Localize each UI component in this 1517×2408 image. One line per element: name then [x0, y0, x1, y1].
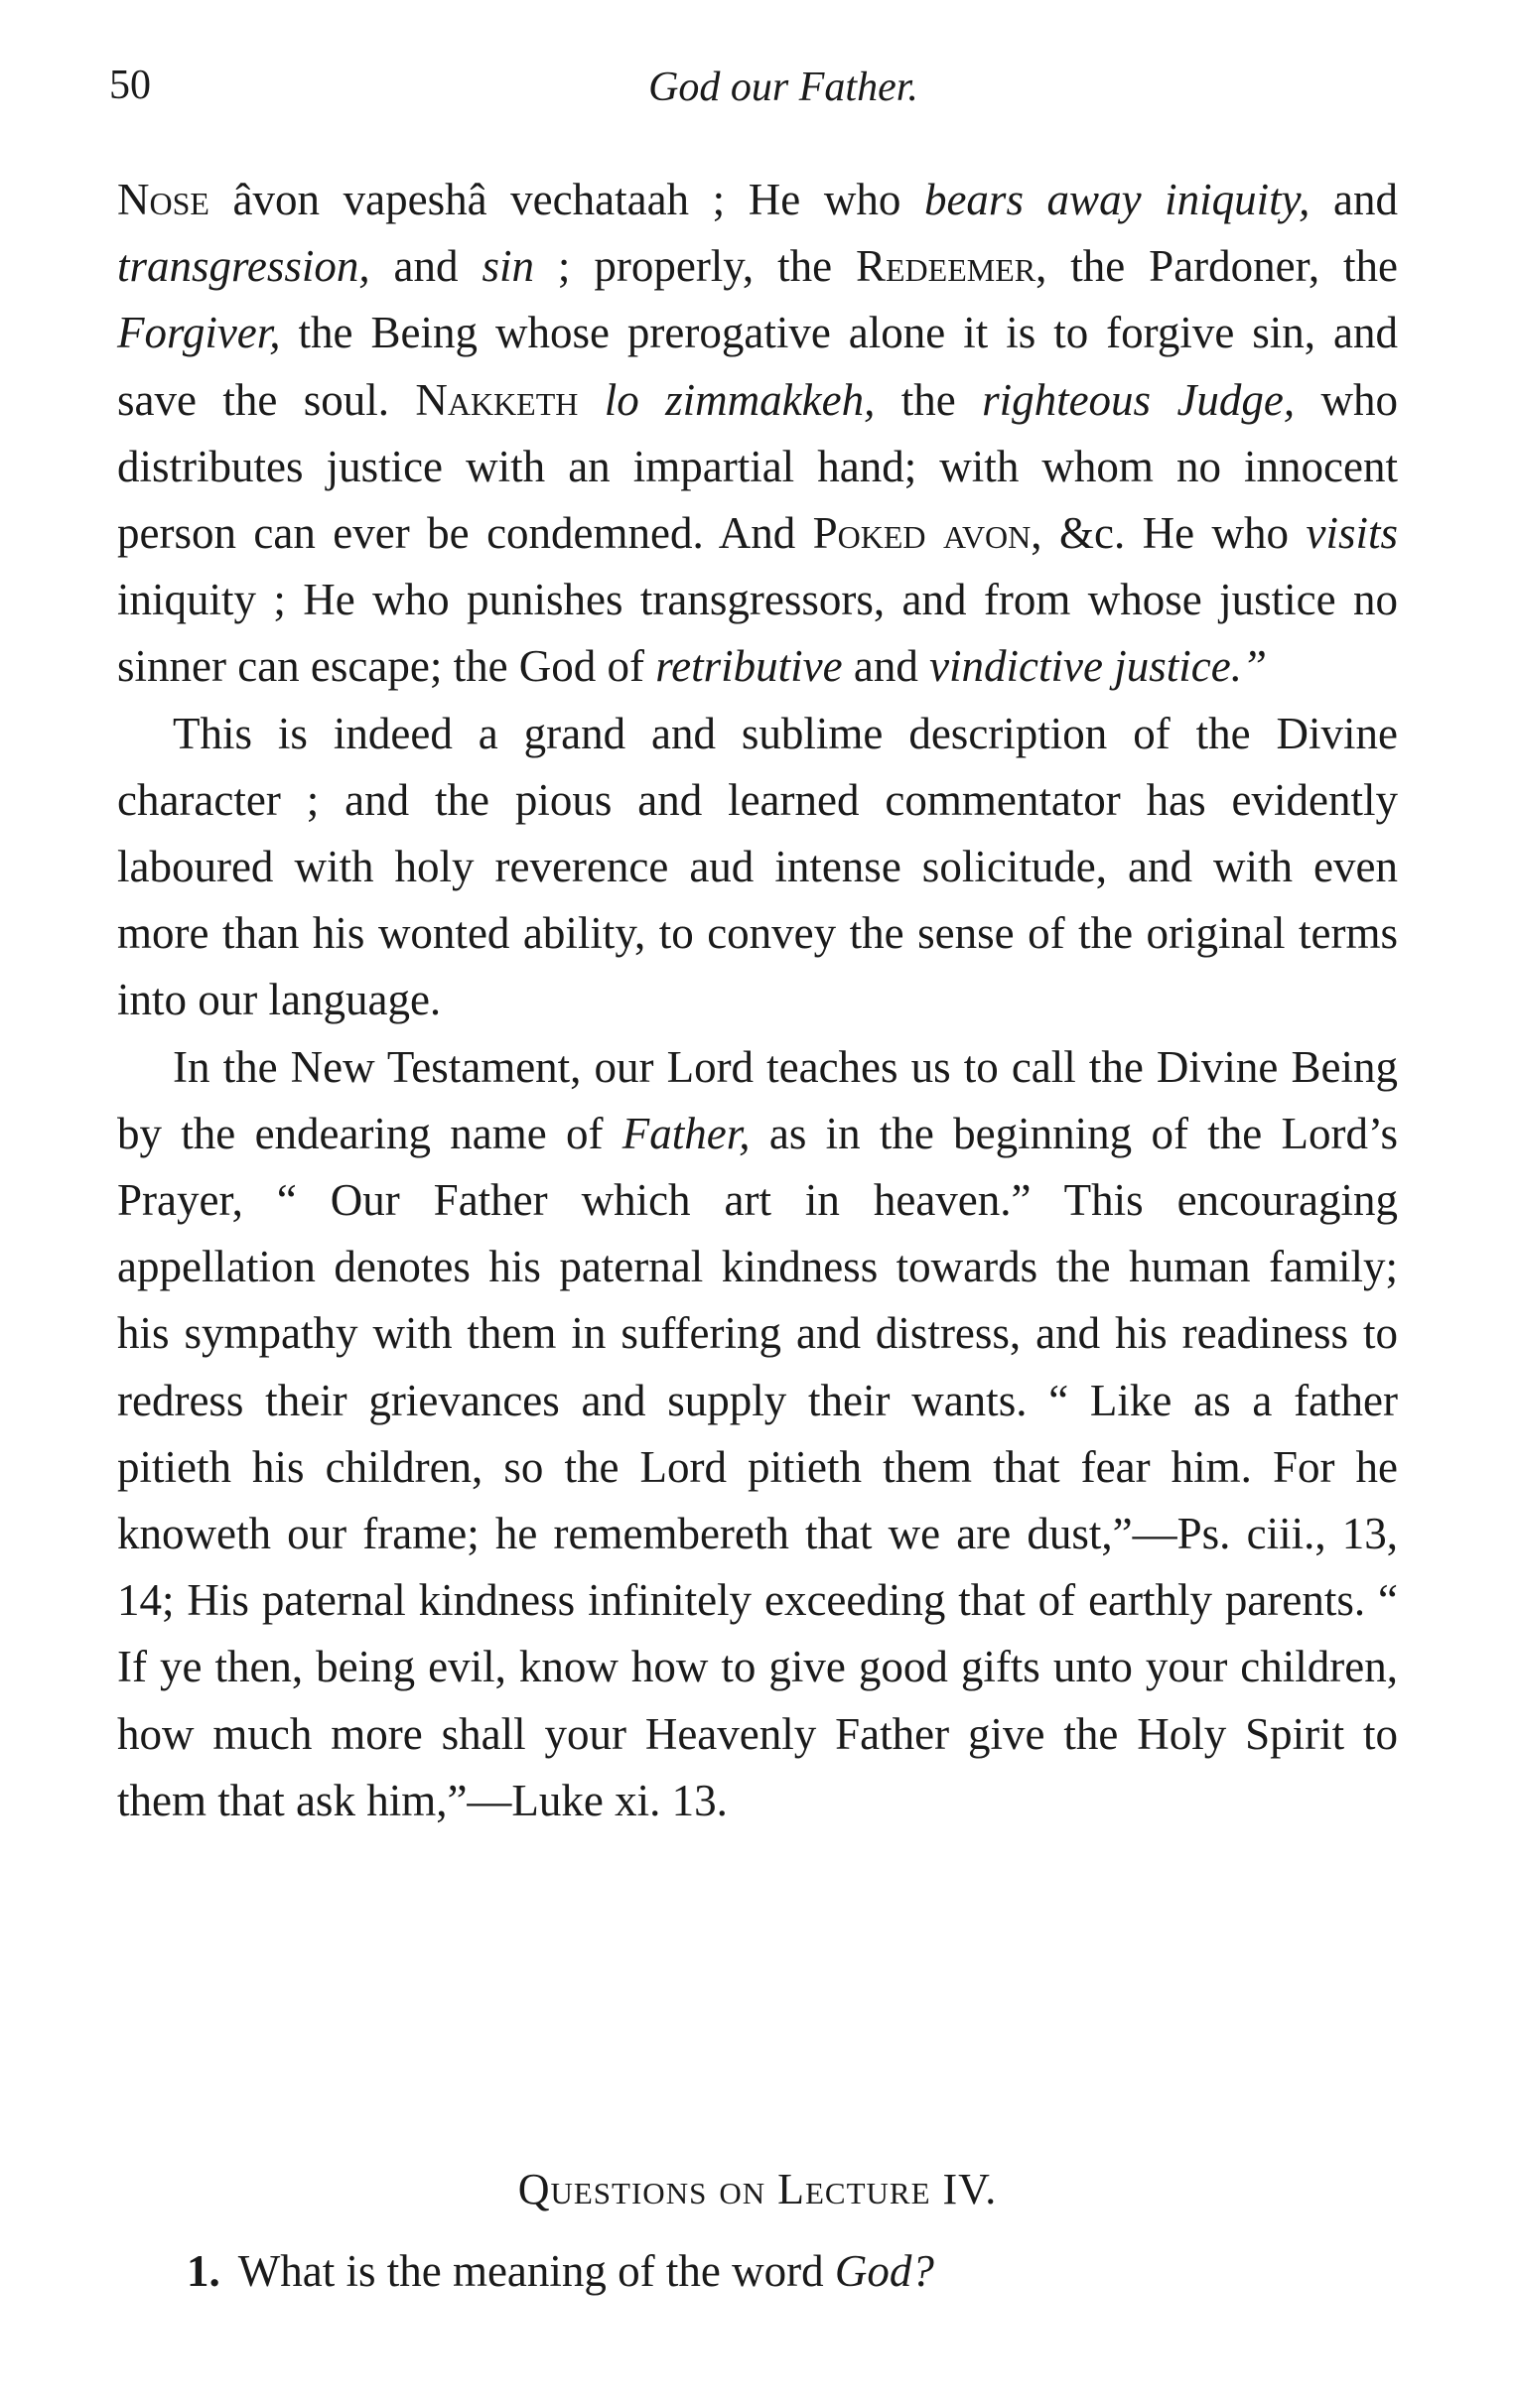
emphasis: transgression,: [117, 241, 370, 292]
emphasis: sin: [482, 241, 534, 292]
questions-heading: Questions on Lecture IV.: [517, 2165, 998, 2213]
text-run: âvon vapeshâ vechataah ; He who: [208, 175, 924, 224]
text-run: [578, 375, 604, 425]
text-run: In the New Testament, our Lord teaches us to call the Divine Being by the endearing name of: [117, 1041, 1398, 1158]
text-run: and: [842, 641, 930, 692]
emphasis: Father,: [621, 1108, 751, 1158]
text-run: the Being whose prerogative alone it is to forgive sin, and save the soul.: [117, 308, 1398, 425]
paragraph-2: This is indeed a grand and sublime description of the Divine character ; and the pious and learned commentator has evidently laboured with holy reverence aud intense solicitude, and with even more than his wonted ability, to convey the sense of the original terms into our language.: [117, 708, 1398, 1025]
emphasis: righteous Judge,: [982, 374, 1296, 425]
text-run: as in the beginning of the Lord’s Prayer, “ Our Father which art in heaven.” This encouraging appellation denotes his paternal kindness towards the human family; his sympathy with them in suffering and distress, and his readiness to redress their grievances and supply their wants. “ Like as a father pitieth his children, so the Lord pitieth them that fear him. For he knoweth our frame; he remembereth that we are dust,”—Ps. ciii., 13, 14; His paternal kindness infinitely exceeding that of earthly parents. “ If ye then, being evil, know how to give good gifts unto your children, how much more shall your Heavenly Father give the Holy Spirit to them that ask him,”—Luke xi. 13.: [117, 1108, 1398, 1825]
hebrew-term: Nose: [117, 175, 209, 224]
hebrew-term: Nakketh: [415, 374, 579, 425]
text-run: , the Pardoner, the: [1035, 241, 1398, 292]
text-run: and: [1310, 175, 1398, 224]
emphasis: vindictive justice.”: [929, 641, 1267, 692]
running-title: God our Father.: [648, 65, 918, 110]
text-run: who distributes justice with an impartial hand; with whom no innocent person can ever be condemned. And: [117, 374, 1399, 559]
emphasis: visits: [1306, 508, 1398, 559]
emphasis: retributive: [655, 641, 843, 692]
text-run: the: [875, 374, 983, 425]
paragraph-3: [117, 1034, 1398, 1834]
paragraph-1: [117, 167, 1398, 701]
question-text: What is the meaning of the word: [237, 2246, 835, 2296]
page-header: [109, 62, 1398, 131]
question-emphasis: God?: [834, 2246, 934, 2296]
emphasis: Forgiver,: [117, 308, 281, 358]
text-run: ; properly, the: [533, 241, 856, 292]
small-caps-term: Redeemer: [855, 241, 1036, 292]
page-number: 50: [109, 63, 151, 108]
hebrew-term: Poked avon: [812, 508, 1032, 559]
text-run: iniquity ; He who punishes transgressors, and from whose justice no sinner can escape; the God of: [117, 575, 1398, 692]
question-number: 1.: [187, 2246, 220, 2296]
text-run: and: [369, 241, 483, 292]
text-run: , &c. He who: [1031, 508, 1307, 559]
emphasis: bears away iniquity,: [923, 175, 1310, 224]
body-text: [117, 167, 1398, 1834]
question-item: [187, 2245, 1378, 2297]
emphasis: lo zimmakkeh,: [604, 374, 876, 425]
